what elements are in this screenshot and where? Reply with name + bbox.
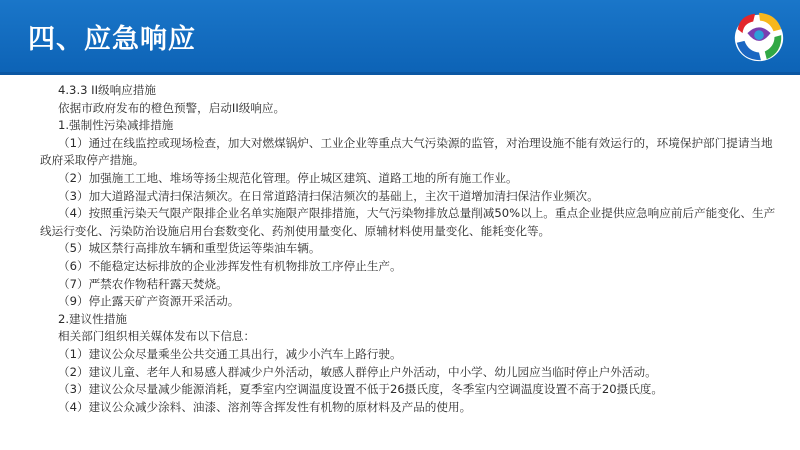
text-line: （3）加大道路湿式清扫保洁频次。在日常道路清扫保洁频次的基础上，主次干道增加清扫保洁作业频次。 — [58, 188, 599, 203]
text-line: 2.建议性措施 — [58, 311, 128, 326]
text-line: 4.3.3 II级响应措施 — [58, 83, 156, 97]
text-line: （2）加强施工工地、堆场等扬尘规范化管理。停止城区建筑、道路工地的所有施工作业。 — [58, 170, 518, 185]
document-body — [40, 82, 780, 416]
text-line: （3）建议公众尽量减少能源消耗，夏季室内空调温度设置不低于26摄氏度，冬季室内空调温度设置不高于20摄氏度。 — [58, 382, 663, 397]
text-line: （5）城区禁行高排放车辆和重型货运等柴油车辆。 — [58, 241, 321, 256]
text-line: （1）建议公众尽量乘坐公共交通工具出行，减少小汽车上路行驶。 — [58, 346, 402, 361]
text-line: （7）严禁农作物秸秆露天焚烧。 — [58, 276, 228, 291]
header-divider — [0, 72, 800, 75]
page-title: 四、应急响应 — [28, 24, 196, 55]
colorful-emblem-logo — [730, 8, 788, 66]
header-bar — [0, 0, 800, 72]
text-line: 依据市政府发布的橙色预警，启动II级响应。 — [58, 100, 286, 115]
text-line: 相关部门组织相关媒体发布以下信息： — [58, 329, 256, 344]
text-line: （6）不能稳定达标排放的企业涉挥发性有机物排放工序停止生产。 — [58, 258, 402, 273]
text-line: 1.强制性污染减排措施 — [58, 118, 174, 133]
text-line: （9）停止露天矿产资源开采活动。 — [58, 294, 240, 309]
text-line: （4）按照重污染天气限产限排企业名单实施限产限排措施，大气污染物排放总量削减50%以上。重点企业提供应急响应前后产能变化、生产线运行变化、污染防治设施启用台套数变化、药剂使用量变化、原辅材料使用量变化、能耗变化等。 — [40, 206, 776, 238]
text-line: （4）建议公众减少涂料、油漆、溶剂等含挥发性有机物的原材料及产品的使用。 — [58, 399, 472, 414]
text-line: （1）通过在线监控或现场检查，加大对燃煤锅炉、工业企业等重点大气污染源的监管，对治理设施不能有效运行的，环境保护部门提请当地政府采取停产措施。 — [40, 135, 773, 168]
text-line: （2）建议儿童、老年人和易感人群减少户外活动，敏感人群停止户外活动，中小学、幼儿园应当临时停止户外活动。 — [58, 364, 657, 379]
